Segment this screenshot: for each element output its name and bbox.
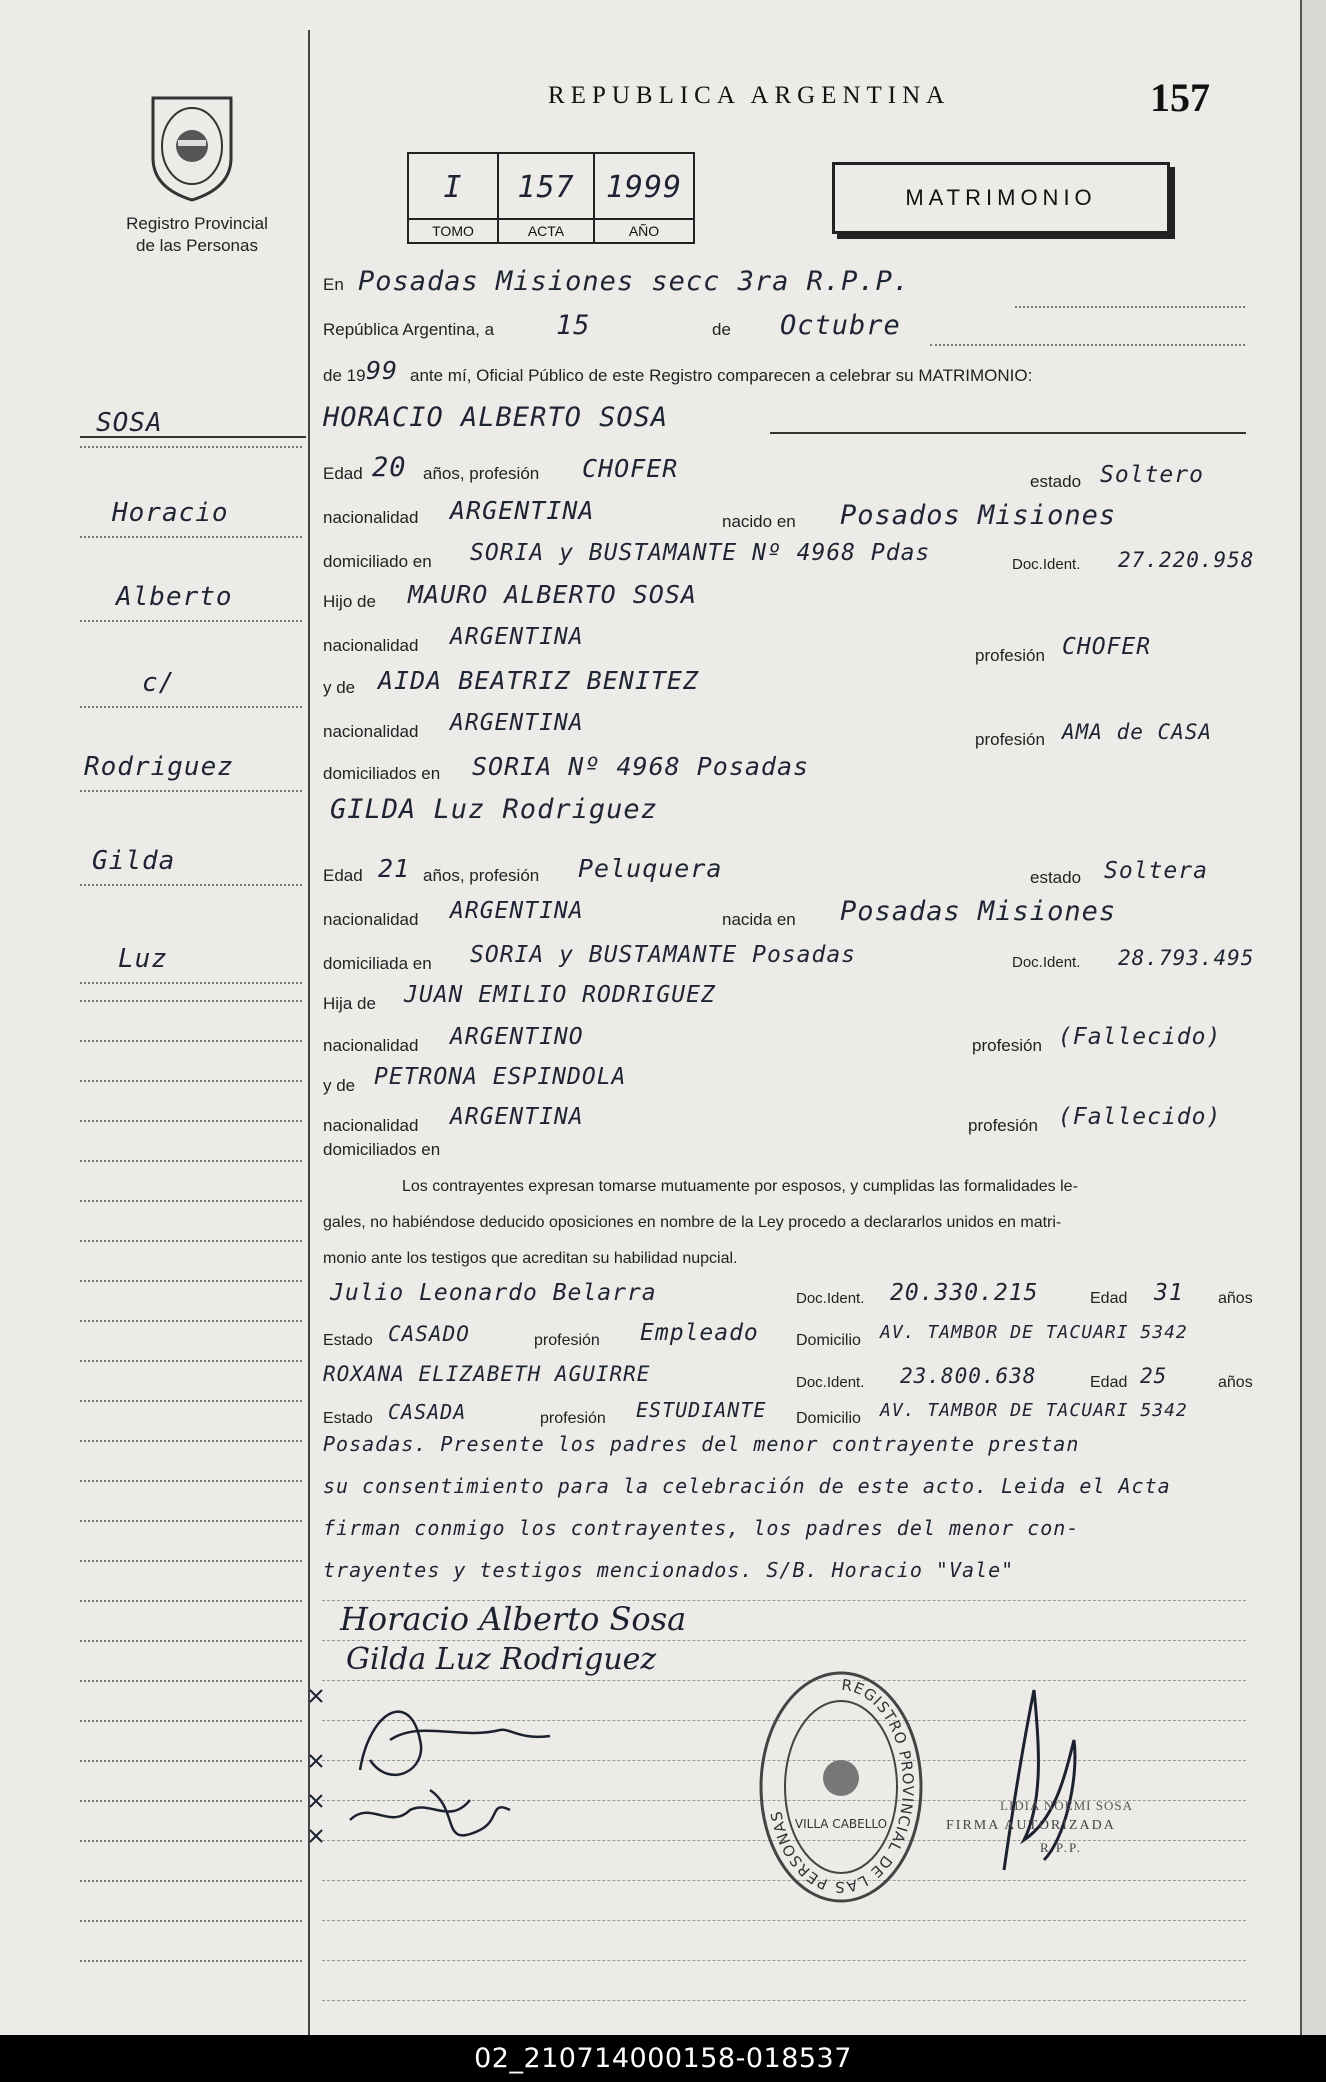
groom-nacionalidad: ARGENTINA (450, 496, 595, 525)
bride-dom-label: domiciliada en (323, 954, 432, 973)
bride-edad-label: Edad (323, 866, 363, 885)
groom-nacido-label: nacido en (722, 512, 796, 531)
groom-parents-dom: SORIA Nº 4968 Posadas (472, 752, 810, 781)
groom-nacido-en: Posados Misiones (840, 500, 1117, 531)
bride-profesion-label: años, profesión (423, 866, 540, 885)
witness1-profesion-label: profesión (534, 1332, 600, 1349)
witness2-profesion: ESTUDIANTE (636, 1398, 767, 1422)
bride-nacida-en: Posadas Misiones (840, 896, 1117, 927)
groom-father-nac: ARGENTINA (450, 624, 584, 650)
republica-label: República Argentina, a (323, 320, 495, 339)
witness2-profesion-label: profesión (540, 1410, 606, 1427)
groom-name: HORACIO ALBERTO SOSA (323, 402, 669, 433)
margin-name-6: Luz (118, 944, 168, 974)
bride-father-nac-label: nacionalidad (323, 1036, 419, 1055)
witness2-name: ROXANA ELIZABETH AGUIRRE (323, 1362, 651, 1386)
groom-parents-dom-label: domiciliados en (323, 764, 441, 783)
book-reference-box (407, 152, 695, 244)
year-prefix: de 19 (323, 366, 366, 385)
bride-estado-label: estado (1030, 868, 1082, 887)
en-label: En (323, 275, 344, 294)
ante-text: ante mí, Oficial Público de este Registro comparecen a celebrar su MATRIMONIO: (410, 366, 1033, 385)
groom-nac-label: nacionalidad (323, 508, 419, 527)
groom-estado-label: estado (1030, 472, 1082, 491)
margin-name-2: Alberto (116, 582, 233, 612)
bride-father-label: Hija de (323, 994, 376, 1013)
ano-value: 1999 (605, 170, 683, 205)
witness1-name: Julio Leonardo Belarra (330, 1280, 657, 1306)
declaration-line3: monio ante los testigos que acreditan su habilidad nupcial. (323, 1250, 738, 1267)
groom-father: MAURO ALBERTO SOSA (408, 580, 697, 609)
witness1-estado: CASADO (388, 1322, 470, 1346)
signature-bride: Gilda Luz Rodriguez (346, 1642, 657, 1677)
groom-profesion-label: años, profesión (423, 464, 540, 483)
declaration-line2: gales, no habiéndose deducido oposiciones en nombre de la Ley procedo a declararlos unidos en matri- (323, 1214, 1062, 1231)
witness2-edad-label: Edad (1090, 1374, 1128, 1391)
witness2-estado-label: Estado (323, 1410, 373, 1427)
groom-estado: Soltero (1100, 462, 1204, 488)
registry-name-line1: Registro Provincial (126, 214, 268, 233)
stamp-city: VILLA CABELLO (794, 1817, 888, 1831)
official-org: R.P.P. (1040, 1840, 1082, 1855)
witness1-profesion: Empleado (640, 1320, 759, 1346)
bride-nac-label: nacionalidad (323, 910, 419, 929)
footer-bar (0, 2035, 1326, 2082)
margin-name-4: Rodriguez (84, 752, 234, 782)
witness1-dom-label: Domicilio (796, 1332, 861, 1349)
witness1-anos: años (1218, 1290, 1253, 1307)
bride-mother-nac: ARGENTINA (450, 1104, 584, 1130)
year-value: 99 (366, 356, 399, 385)
margin-name-0: SOSA (96, 408, 163, 438)
groom-father-prof: CHOFER (1062, 634, 1152, 660)
groom-father-prof-label: profesión (975, 646, 1045, 665)
tomo-value: I (443, 170, 463, 205)
witness2-anos: años (1218, 1374, 1253, 1391)
bride-profesion: Peluquera (578, 854, 723, 883)
registry-name-line2: de las Personas (136, 236, 258, 255)
groom-domicilio: SORIA y BUSTAMANTE Nº 4968 Pdas (470, 540, 931, 566)
bride-nacida-label: nacida en (722, 910, 796, 929)
de-label: de (712, 320, 731, 339)
ano-label: AÑO (595, 218, 693, 239)
bride-domicilio: SORIA y BUSTAMANTE Posadas (470, 942, 857, 968)
acta-value: 157 (517, 170, 575, 205)
witness1-doc: 20.330.215 (890, 1280, 1039, 1306)
witness1-domicilio: AV. TAMBOR DE TACUARI 5342 (880, 1322, 1188, 1343)
official-title: FIRMA AUTORIZADA (946, 1818, 1116, 1833)
groom-edad: 20 (372, 452, 407, 483)
witness2-dom-label: Domicilio (796, 1410, 861, 1427)
witness1-doc-label: Doc.Ident. (796, 1290, 865, 1307)
bride-father: JUAN EMILIO RODRIGUEZ (404, 982, 716, 1008)
en-value: Posadas Misiones secc 3ra R.P.P. (358, 266, 911, 297)
groom-mother-prof: AMA de CASA (1062, 720, 1213, 744)
bride-name: GILDA Luz Rodriguez (330, 794, 658, 825)
bride-doc: 28.793.495 (1118, 946, 1255, 970)
note-line-3: trayentes y testigos mencionados. S/B. Horacio "Vale" (323, 1558, 1015, 1582)
acta-label: ACTA (499, 218, 593, 239)
signature-scribbles-icon (300, 1650, 590, 1850)
margin-name-3: c/ (142, 668, 176, 698)
groom-mother-nac-label: nacionalidad (323, 722, 419, 741)
groom-doc-label: Doc.Ident. (1012, 556, 1081, 573)
bride-father-prof-label: profesión (972, 1036, 1042, 1055)
bride-mother: PETRONA ESPINDOLA (374, 1064, 627, 1090)
bride-doc-label: Doc.Ident. (1012, 954, 1081, 971)
day-value: 15 (556, 310, 591, 341)
bride-father-nac: ARGENTINO (450, 1024, 584, 1050)
groom-mother-label: y de (323, 678, 356, 697)
groom-doc: 27.220.958 (1118, 548, 1255, 572)
margin-name-1: Horacio (112, 498, 229, 528)
form-type-box: MATRIMONIO (832, 162, 1170, 234)
groom-mother: AIDA BEATRIZ BENITEZ (378, 666, 700, 695)
witness2-edad: 25 (1140, 1364, 1168, 1388)
groom-mother-nac: ARGENTINA (450, 710, 584, 736)
bride-mother-prof-label: profesión (968, 1116, 1038, 1135)
witness1-edad: 31 (1154, 1280, 1184, 1306)
declaration-line1: Los contrayentes expresan tomarse mutuamente por esposos, y cumplidas las formalidades le- (402, 1178, 1078, 1195)
groom-profesion: CHOFER (582, 454, 679, 483)
witness1-estado-label: Estado (323, 1332, 373, 1349)
bride-father-prof: (Fallecido) (1058, 1024, 1222, 1050)
bride-parents-dom-label: domiciliados en (323, 1140, 441, 1159)
groom-father-nac-label: nacionalidad (323, 636, 419, 655)
bride-mother-prof: (Fallecido) (1058, 1104, 1222, 1130)
country-title: REPUBLICA ARGENTINA (548, 82, 951, 109)
bride-estado: Soltera (1104, 858, 1208, 884)
witness2-estado: CASADA (388, 1400, 467, 1424)
page-edge (1300, 0, 1326, 2035)
official-name: LIDIA NOEMI SOSA (1000, 1798, 1133, 1813)
bride-mother-label: y de (323, 1076, 356, 1095)
groom-dom-label: domiciliado en (323, 552, 432, 571)
margin-name-5: Gilda (92, 846, 176, 876)
tomo-label: TOMO (409, 218, 497, 239)
groom-mother-prof-label: profesión (975, 730, 1045, 749)
witness2-doc: 23.800.638 (900, 1364, 1037, 1388)
signature-groom: Horacio Alberto Sosa (340, 1600, 687, 1638)
registry-stamp-icon (756, 1668, 926, 1906)
note-line-0: Posadas. Presente los padres del menor contrayente prestan (323, 1432, 1080, 1456)
registry-emblem-icon (143, 88, 241, 204)
groom-edad-label: Edad (323, 464, 363, 483)
note-line-1: su consentimiento para la celebración de este acto. Leida el Acta (323, 1474, 1171, 1498)
witness1-edad-label: Edad (1090, 1290, 1128, 1307)
page-number: 157 (1150, 75, 1210, 120)
month-value: Octubre (780, 310, 901, 341)
bride-edad: 21 (378, 854, 411, 883)
footer-id: 02_210714000158-018537 (474, 2043, 852, 2074)
note-line-2: firman conmigo los contrayentes, los padres del menor con- (323, 1516, 1080, 1540)
bride-nacionalidad: ARGENTINA (450, 898, 584, 924)
witness2-doc-label: Doc.Ident. (796, 1374, 865, 1391)
stamp-text: REGISTRO PROVINCIAL DE LAS PERSONAS (767, 1675, 918, 1897)
witness2-domicilio: AV. TAMBOR DE TACUARI 5342 (880, 1400, 1188, 1421)
bride-mother-nac-label: nacionalidad (323, 1116, 419, 1135)
groom-father-label: Hijo de (323, 592, 376, 611)
